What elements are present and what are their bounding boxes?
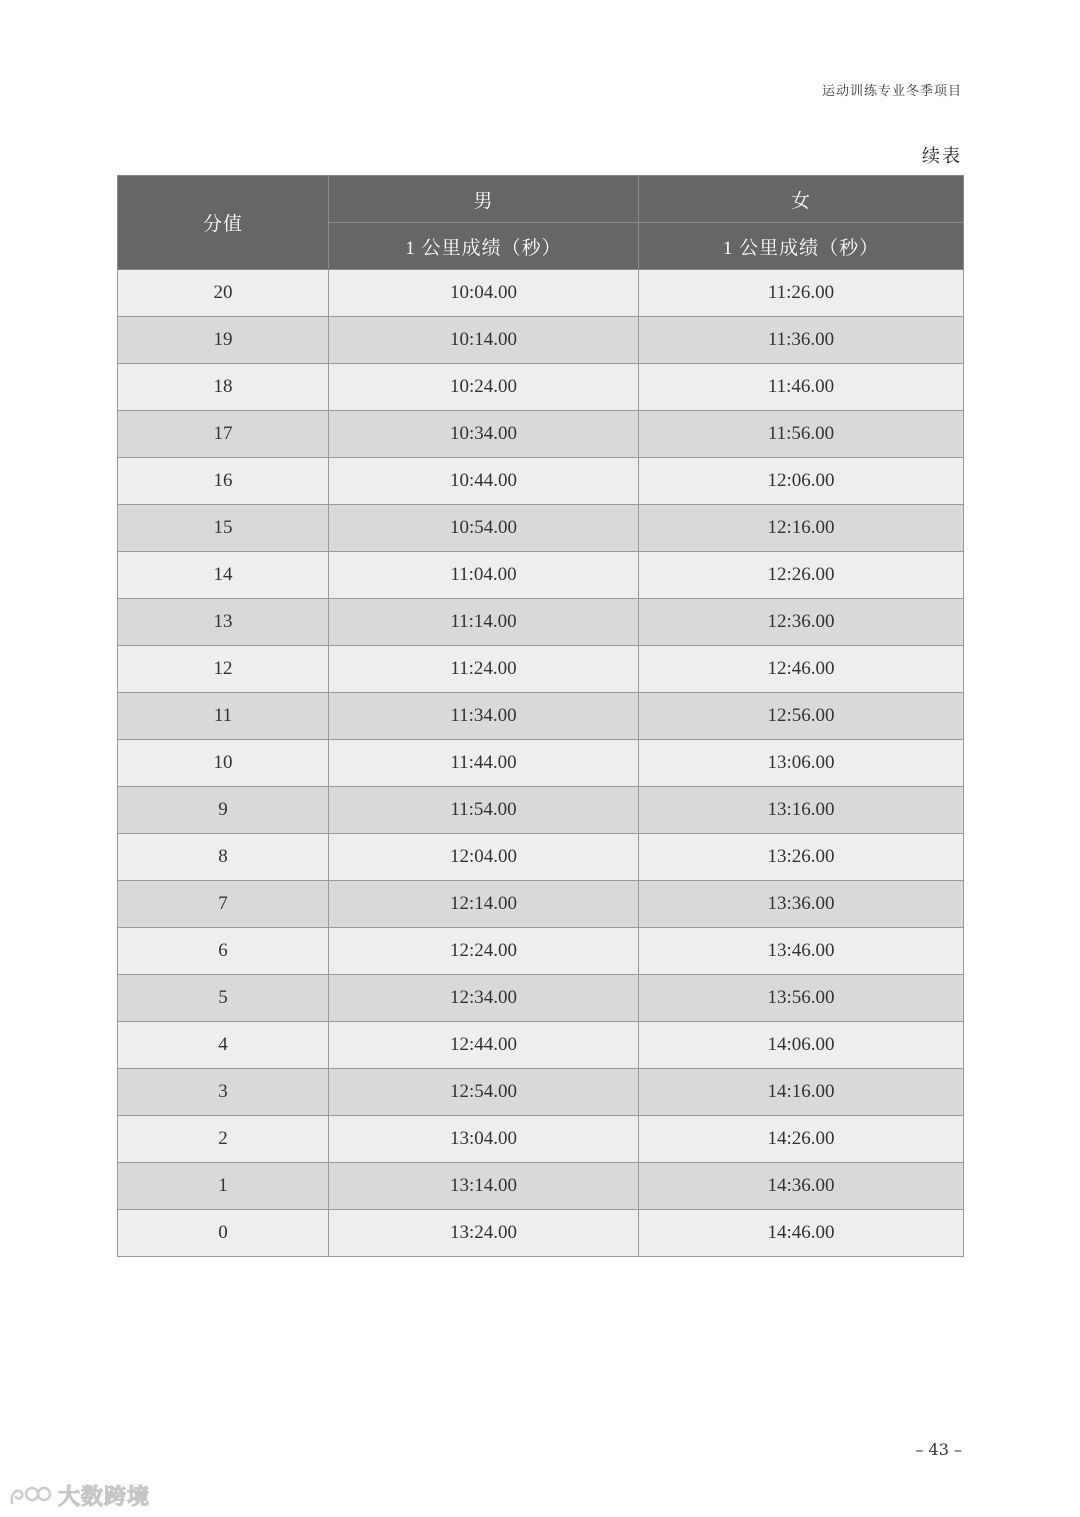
cell-score: 9 xyxy=(118,787,329,834)
cell-female-time: 11:56.00 xyxy=(639,411,964,458)
cell-score: 19 xyxy=(118,317,329,364)
cell-male-time: 10:14.00 xyxy=(329,317,639,364)
cell-score: 20 xyxy=(118,270,329,317)
cell-score: 3 xyxy=(118,1069,329,1116)
table-row xyxy=(118,411,964,458)
cell-score: 4 xyxy=(118,1022,329,1069)
cell-male-time: 13:04.00 xyxy=(329,1116,639,1163)
cell-male-time: 10:54.00 xyxy=(329,505,639,552)
table-row xyxy=(118,1116,964,1163)
header-male-1km: 1 公里成绩（秒） xyxy=(329,223,639,270)
cell-male-time: 11:54.00 xyxy=(329,787,639,834)
table-row xyxy=(118,1163,964,1210)
page-number: – 43 – xyxy=(915,1440,962,1459)
cell-female-time: 13:16.00 xyxy=(639,787,964,834)
cell-male-time: 11:44.00 xyxy=(329,740,639,787)
cell-male-time: 12:04.00 xyxy=(329,834,639,881)
header-female: 女 xyxy=(639,176,964,223)
table-row xyxy=(118,270,964,317)
table-row xyxy=(118,975,964,1022)
cell-male-time: 10:44.00 xyxy=(329,458,639,505)
cell-female-time: 13:36.00 xyxy=(639,881,964,928)
table-row xyxy=(118,505,964,552)
cell-female-time: 13:06.00 xyxy=(639,740,964,787)
cell-female-time: 12:16.00 xyxy=(639,505,964,552)
cell-female-time: 12:46.00 xyxy=(639,646,964,693)
cell-score: 1 xyxy=(118,1163,329,1210)
cell-male-time: 12:14.00 xyxy=(329,881,639,928)
cell-female-time: 12:56.00 xyxy=(639,693,964,740)
cell-female-time: 13:26.00 xyxy=(639,834,964,881)
table-row xyxy=(118,646,964,693)
continued-label: 续表 xyxy=(922,146,962,167)
header-score: 分值 xyxy=(118,176,329,270)
cell-score: 17 xyxy=(118,411,329,458)
cell-male-time: 11:34.00 xyxy=(329,693,639,740)
table-row xyxy=(118,693,964,740)
cell-female-time: 13:46.00 xyxy=(639,928,964,975)
table-row xyxy=(118,364,964,411)
cell-score: 5 xyxy=(118,975,329,1022)
cell-male-time: 12:44.00 xyxy=(329,1022,639,1069)
cell-male-time: 10:04.00 xyxy=(329,270,639,317)
table-row xyxy=(118,552,964,599)
cell-female-time: 12:26.00 xyxy=(639,552,964,599)
cell-female-time: 11:46.00 xyxy=(639,364,964,411)
table-row xyxy=(118,599,964,646)
table-row xyxy=(118,787,964,834)
cell-female-time: 14:26.00 xyxy=(639,1116,964,1163)
cell-score: 16 xyxy=(118,458,329,505)
cell-female-time: 14:06.00 xyxy=(639,1022,964,1069)
table-row xyxy=(118,1210,964,1257)
watermark xyxy=(8,1480,150,1511)
cell-score: 7 xyxy=(118,881,329,928)
table-body xyxy=(118,270,964,1257)
watermark-text: 大数跨境 xyxy=(58,1485,151,1510)
table-row xyxy=(118,317,964,364)
table-row xyxy=(118,881,964,928)
watermark-logo-icon xyxy=(8,1483,52,1509)
cell-male-time: 10:24.00 xyxy=(329,364,639,411)
cell-female-time: 11:36.00 xyxy=(639,317,964,364)
cell-male-time: 13:14.00 xyxy=(329,1163,639,1210)
running-title: 运动训练专业冬季项目 xyxy=(821,84,962,99)
cell-male-time: 12:54.00 xyxy=(329,1069,639,1116)
cell-score: 14 xyxy=(118,552,329,599)
table-row xyxy=(118,1069,964,1116)
cell-male-time: 10:34.00 xyxy=(329,411,639,458)
table-row xyxy=(118,928,964,975)
cell-female-time: 11:26.00 xyxy=(639,270,964,317)
cell-male-time: 12:34.00 xyxy=(329,975,639,1022)
cell-score: 12 xyxy=(118,646,329,693)
table-row xyxy=(118,834,964,881)
header-female-1km: 1 公里成绩（秒） xyxy=(639,223,964,270)
cell-score: 2 xyxy=(118,1116,329,1163)
cell-female-time: 12:36.00 xyxy=(639,599,964,646)
score-table xyxy=(117,175,964,1257)
cell-score: 8 xyxy=(118,834,329,881)
table-row xyxy=(118,1022,964,1069)
cell-score: 6 xyxy=(118,928,329,975)
cell-score: 15 xyxy=(118,505,329,552)
cell-female-time: 13:56.00 xyxy=(639,975,964,1022)
cell-male-time: 12:24.00 xyxy=(329,928,639,975)
cell-male-time: 11:14.00 xyxy=(329,599,639,646)
cell-female-time: 12:06.00 xyxy=(639,458,964,505)
cell-female-time: 14:36.00 xyxy=(639,1163,964,1210)
cell-score: 10 xyxy=(118,740,329,787)
header-male: 男 xyxy=(329,176,639,223)
cell-score: 0 xyxy=(118,1210,329,1257)
cell-score: 11 xyxy=(118,693,329,740)
cell-female-time: 14:46.00 xyxy=(639,1210,964,1257)
table-row xyxy=(118,458,964,505)
cell-female-time: 14:16.00 xyxy=(639,1069,964,1116)
table-row xyxy=(118,740,964,787)
cell-male-time: 11:04.00 xyxy=(329,552,639,599)
cell-male-time: 11:24.00 xyxy=(329,646,639,693)
cell-score: 18 xyxy=(118,364,329,411)
cell-score: 13 xyxy=(118,599,329,646)
cell-male-time: 13:24.00 xyxy=(329,1210,639,1257)
